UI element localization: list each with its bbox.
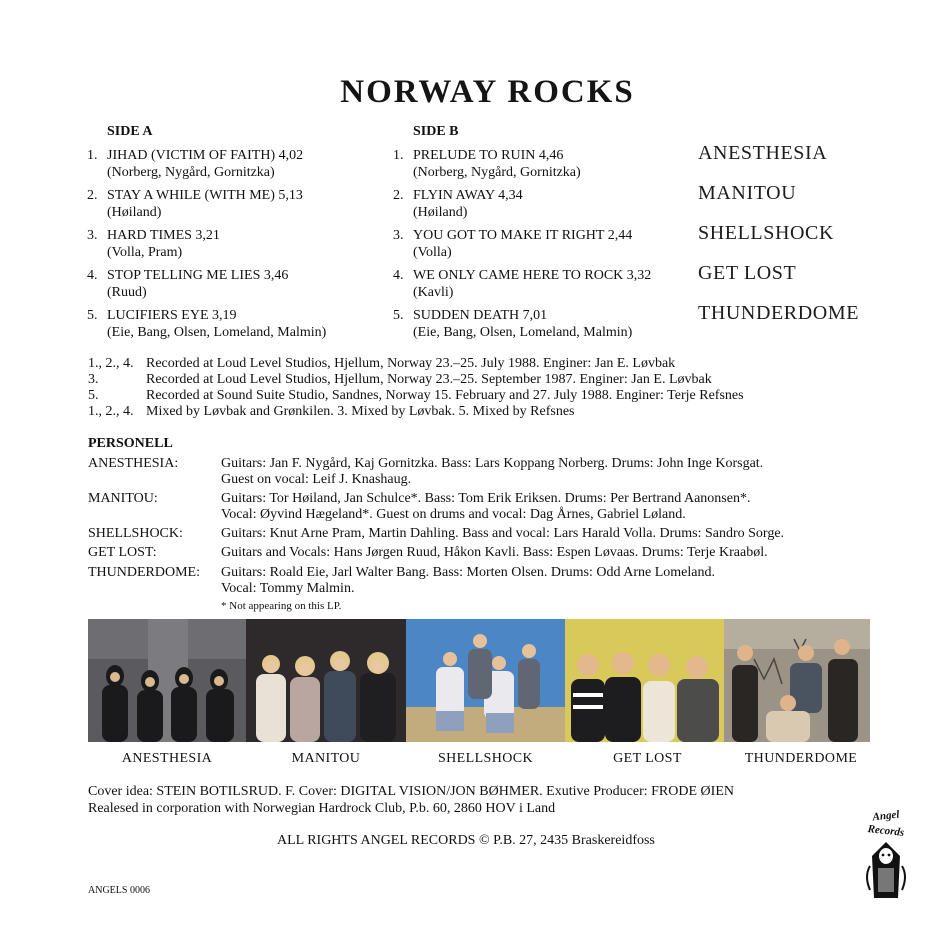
recording-note-tracks: 5. <box>88 388 99 403</box>
photo-caption: SHELLSHOCK <box>437 751 533 766</box>
track-title: SUDDEN DEATH 7,01 <box>413 308 548 323</box>
track-title: STAY A WHILE (WITH ME) 5,13 <box>107 188 303 203</box>
band-photo-anesthesia-image <box>88 619 246 742</box>
track-title: JIHAD (VICTIM OF FAITH) 4,02 <box>107 148 304 163</box>
photo-caption: GET LOST <box>613 751 682 766</box>
track-title: PRELUDE TO RUIN 4,46 <box>413 148 564 163</box>
track-credit: (Kavli) <box>413 285 454 300</box>
track-number: 3. <box>393 228 404 243</box>
track-credit: (Høiland) <box>413 205 468 220</box>
photo-caption: MANITOU <box>291 751 361 766</box>
album-title: NORWAY ROCKS <box>340 74 635 110</box>
personnel-band: THUNDERDOME: <box>88 565 200 580</box>
track-title: HARD TIMES 3,21 <box>107 228 220 243</box>
recording-note-tracks: 1., 2., 4. <box>88 356 134 371</box>
track-credit: (Volla, Pram) <box>107 245 183 260</box>
recording-note-tracks: 3. <box>88 372 99 387</box>
track-title: WE ONLY CAME HERE TO ROCK 3,32 <box>413 268 652 283</box>
track-number: 5. <box>393 308 404 323</box>
rights-notice: ALL RIGHTS ANGEL RECORDS © P.B. 27, 2435 Braskereidfoss <box>277 833 655 848</box>
personnel-line: Guitars: Jan F. Nygård, Kaj Gornitzka. Bass: Lars Koppang Norberg. Drums: John Inge Korsgat. <box>221 456 764 471</box>
personnel-band: MANITOU: <box>88 491 158 506</box>
track-title: FLYIN AWAY 4,34 <box>413 188 523 203</box>
side-b-heading: SIDE B <box>413 124 459 139</box>
personnel-line: Guitars: Roald Eie, Jarl Walter Bang. Bass: Morten Olsen. Drums: Odd Arne Lomeland. <box>221 565 715 580</box>
track-title: YOU GOT TO MAKE IT RIGHT 2,44 <box>413 228 633 243</box>
band-name: MANITOU <box>698 182 797 204</box>
band-name: THUNDERDOME <box>698 302 860 324</box>
track-credit: (Eie, Bang, Olsen, Lomeland, Malmin) <box>107 325 327 340</box>
credits-line: Cover idea: STEIN BOTILSRUD. F. Cover: DIGITAL VISION/JON BØHMER. Exutive Producer: FRODE ØIEN <box>88 784 734 799</box>
personnel-footnote: * Not appearing on this LP. <box>221 600 342 612</box>
track-number: 3. <box>87 228 98 243</box>
logo-word-angel: Angel <box>871 808 901 824</box>
track-number: 2. <box>393 188 404 203</box>
photo-caption: THUNDERDOME <box>744 751 858 766</box>
band-photo-shellshock-image <box>406 619 565 742</box>
track-number: 1. <box>393 148 404 163</box>
catalog-number: ANGELS 0006 <box>88 885 150 896</box>
personnel-band: GET LOST: <box>88 545 157 560</box>
track-credit: (Eie, Bang, Olsen, Lomeland, Malmin) <box>413 325 633 340</box>
recording-note-text: Mixed by Løvbak and Grønkilen. 3. Mixed by Løvbak. 5. Mixed by Refsnes <box>146 404 575 419</box>
band-photo-manitou-image <box>246 619 406 742</box>
track-number: 2. <box>87 188 98 203</box>
personnel-heading: PERSONELL <box>88 436 173 451</box>
recording-note-text: Recorded at Loud Level Studios, Hjellum, Norway 23.–25. September 1987. Enginer: Jan E. Løvbak <box>146 372 712 387</box>
credits-line: Realesed in corporation with Norwegian Hardrock Club, P.b. 60, 2860 HOV i Land <box>88 801 556 816</box>
personnel-band: ANESTHESIA: <box>88 456 179 471</box>
track-credit: (Høiland) <box>107 205 162 220</box>
band-photo-get-lost-image <box>565 619 724 742</box>
track-number: 5. <box>87 308 98 323</box>
personnel-band: SHELLSHOCK: <box>88 526 183 541</box>
angel-records-logo <box>856 806 916 906</box>
recording-note-text: Recorded at Loud Level Studios, Hjellum, Norway 23.–25. July 1988. Enginer: Jan E. Løvbak <box>146 356 676 371</box>
band-photo-shellshock <box>406 619 565 742</box>
track-credit: (Volla) <box>413 245 452 260</box>
track-credit: (Ruud) <box>107 285 147 300</box>
band-name: ANESTHESIA <box>698 142 828 164</box>
recording-note-tracks: 1., 2., 4. <box>88 404 134 419</box>
band-name: GET LOST <box>698 262 797 284</box>
track-credit: (Norberg, Nygård, Gornitzka) <box>413 165 581 180</box>
photo-caption: ANESTHESIA <box>121 751 213 766</box>
personnel-line: Guitars and Vocals: Hans Jørgen Ruud, Håkon Kavli. Bass: Espen Løvaas. Drums: Terje Kraabøl. <box>221 545 768 560</box>
track-number: 4. <box>87 268 98 283</box>
band-name: SHELLSHOCK <box>698 222 835 244</box>
track-number: 1. <box>87 148 98 163</box>
personnel-line: Guest on vocal: Leif J. Knashaug. <box>221 472 412 487</box>
logo-word-records: Records <box>867 823 905 839</box>
track-credit: (Norberg, Nygård, Gornitzka) <box>107 165 275 180</box>
personnel-line: Vocal: Tommy Malmin. <box>221 581 355 596</box>
band-photo-thunderdome <box>724 619 870 742</box>
track-title: LUCIFIERS EYE 3,19 <box>107 308 237 323</box>
personnel-line: Vocal: Øyvind Hægeland*. Guest on drums and vocal: Dag Årnes, Gabriel Løland. <box>221 507 686 522</box>
side-a-heading: SIDE A <box>107 124 153 139</box>
band-photo-thunderdome-image <box>724 619 870 742</box>
recording-note-text: Recorded at Sound Suite Studio, Sandnes, Norway 15. February and 27. July 1988. Enginer: Terje Refsnes <box>146 388 744 403</box>
personnel-line: Guitars: Knut Arne Pram, Martin Dahling. Bass and vocal: Lars Harald Volla. Drums: Sandro Sorge. <box>221 526 785 541</box>
band-photo-get-lost <box>565 619 724 742</box>
angel-logo-icon <box>856 806 916 906</box>
personnel-line: Guitars: Tor Høiland, Jan Schulce*. Bass: Tom Erik Eriksen. Drums: Per Bertrand Aanonsen*. <box>221 491 751 506</box>
band-photo-anesthesia <box>88 619 246 742</box>
band-photo-manitou <box>246 619 406 742</box>
track-number: 4. <box>393 268 404 283</box>
track-title: STOP TELLING ME LIES 3,46 <box>107 268 289 283</box>
